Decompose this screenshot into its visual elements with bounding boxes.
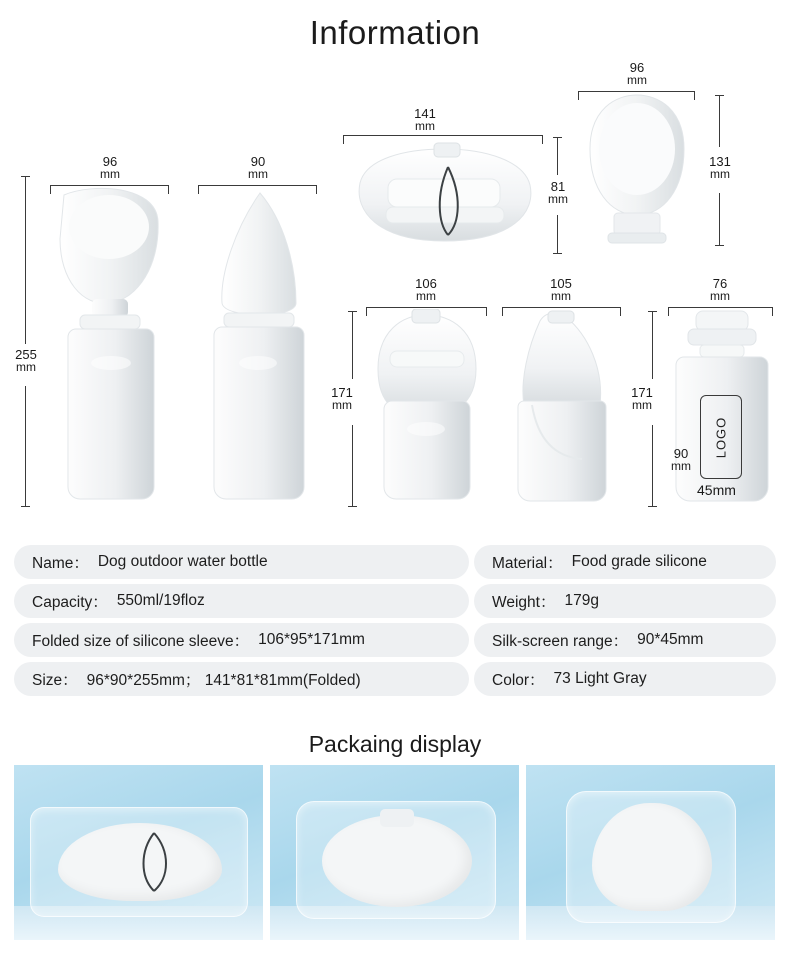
table-row [14, 662, 776, 696]
bracket-folded-width [343, 135, 542, 136]
dim-unit-print-area-height: mm [671, 459, 691, 473]
spec-value-capacity: 550ml/19floz [116, 592, 205, 609]
dim-label-sleeve-side-width [531, 277, 591, 303]
spec-key-capacity: Capacity： [32, 594, 108, 611]
dim-label-folded-width [395, 107, 455, 133]
spec-key-folded-size: Folded size of silicone sleeve： [32, 633, 250, 650]
packaging-photo-3 [526, 765, 775, 940]
bracket-bowl-height-lower [719, 193, 720, 245]
tick-front-height-bottom [21, 506, 30, 507]
spec-key-color: Color： [492, 672, 545, 689]
dim-value-sleeve-width: 106 [415, 276, 437, 291]
dim-value-sleeve-height: 171 [331, 385, 353, 400]
tick-sleeve-height-bottom [348, 506, 357, 507]
bracket-front-height-lower [25, 386, 26, 506]
product-bowl-view [580, 93, 694, 248]
spec-cell-silkscreen [474, 623, 776, 657]
spec-cell-color [474, 662, 776, 696]
spec-key-silkscreen: Silk-screen range： [492, 633, 629, 650]
tick-bottle-height-top [648, 311, 657, 312]
dim-value-bowl-top-width: 96 [629, 60, 645, 75]
tick-sleeve-height-top [348, 311, 357, 312]
dim-value-print-area-height: 90 [673, 446, 689, 461]
table-row [14, 545, 776, 579]
dim-unit-sleeve-height: mm [332, 398, 352, 412]
packaging-photo-1 [14, 765, 263, 940]
bracket-sleeve-width [366, 307, 486, 308]
bracket-bowl-top-width [578, 91, 694, 92]
tick-sleeve-side-right [620, 307, 621, 316]
spec-value-size: 96*90*255mm； 141*81*81mm(Folded) [86, 672, 361, 689]
tick-bottle-height-bottom [648, 506, 657, 507]
photo-1-strap-icon [132, 831, 178, 895]
bracket-bottle-height-upper [652, 311, 653, 379]
tick-sleeve-width-right [486, 307, 487, 316]
page-title: Information [309, 14, 481, 51]
tick-sleeve-width-left [366, 307, 367, 316]
dim-value-folded-height: 81 [550, 179, 566, 194]
dim-value-print-width: 76 [712, 276, 728, 291]
spec-cell-size [14, 662, 469, 696]
spec-value-silkscreen: 90*45mm [637, 631, 704, 648]
photo-2-product [322, 815, 472, 907]
dim-label-print-area-width [697, 482, 736, 498]
tick-sleeve-side-left [502, 307, 503, 316]
dim-unit-folded-height: mm [548, 192, 568, 206]
dim-value-bowl-height: 131 [709, 154, 731, 169]
table-row [14, 584, 776, 618]
dim-value-sleeve-side-width: 105 [550, 276, 572, 291]
bracket-bowl-height-upper [719, 95, 720, 147]
dim-label-bowl-top-width [607, 61, 667, 87]
dim-unit-sleeve-width: mm [416, 289, 436, 303]
dim-label-bowl-height [700, 155, 740, 181]
tick-print-width-left [668, 307, 669, 316]
spec-cell-material [474, 545, 776, 579]
packaging-photo-gallery [14, 765, 776, 940]
bracket-sleeve-height-lower [352, 425, 353, 506]
dim-unit-print-width: mm [710, 289, 730, 303]
dim-label-print-area-height [664, 447, 698, 473]
dim-value-side-width: 90 [250, 154, 266, 169]
photo-3-product [592, 803, 712, 911]
tick-front-height-top [21, 176, 30, 177]
dim-unit-front-width: mm [100, 167, 120, 181]
dim-unit-front-height: mm [16, 360, 36, 374]
dim-unit-side-width: mm [248, 167, 268, 181]
bracket-folded-height-upper [557, 137, 558, 175]
dim-label-front-width [80, 155, 140, 181]
bracket-folded-height-lower [557, 215, 558, 253]
spec-cell-folded-size [14, 623, 469, 657]
dim-value-front-height: 255 [15, 347, 37, 362]
product-print-area-view [670, 309, 774, 507]
product-front-view [52, 187, 170, 507]
tick-side-width-left [198, 185, 199, 194]
bracket-print-width [668, 307, 772, 308]
tick-bowl-width-left [578, 91, 579, 100]
product-folded-view [344, 137, 542, 255]
spec-cell-name [14, 545, 469, 579]
print-area-box [700, 395, 742, 479]
spec-key-material: Material： [492, 555, 563, 572]
bracket-bottle-height-lower [652, 425, 653, 506]
dim-value-print-area-width: 45mm [697, 482, 736, 498]
spec-key-name: Name： [32, 555, 89, 572]
tick-folded-width-right [542, 135, 543, 144]
dim-label-side-width [228, 155, 288, 181]
bracket-front-height-upper [25, 176, 26, 344]
dim-unit-folded-width: mm [415, 119, 435, 133]
logo-placeholder-text: LOGO [713, 416, 729, 458]
product-side-view [200, 187, 318, 507]
tick-folded-height-top [553, 137, 562, 138]
dim-label-front-height [6, 348, 46, 374]
spec-value-name: Dog outdoor water bottle [97, 553, 268, 570]
tick-bowl-width-right [694, 91, 695, 100]
dim-unit-sleeve-side-width: mm [551, 289, 571, 303]
tick-folded-height-bottom [553, 253, 562, 254]
dim-unit-bottle-height: mm [632, 398, 652, 412]
dim-label-folded-height [538, 180, 578, 206]
dim-value-bottle-height: 171 [631, 385, 653, 400]
spec-key-weight: Weight： [492, 594, 556, 611]
tick-bowl-height-top [715, 95, 724, 96]
spec-cell-capacity [14, 584, 469, 618]
product-sleeve-front-view [368, 309, 486, 507]
packaging-photo-2 [270, 765, 519, 940]
dim-value-folded-width: 141 [414, 106, 436, 121]
table-row [14, 623, 776, 657]
product-sleeve-side-view [504, 309, 620, 507]
spec-value-color: 73 Light Gray [553, 670, 647, 687]
bracket-sleeve-side-width [502, 307, 620, 308]
bracket-side-width [198, 185, 316, 186]
dim-label-print-width [690, 277, 750, 303]
dim-value-front-width: 96 [102, 154, 118, 169]
dim-label-sleeve-height [322, 386, 362, 412]
photo-2-cap [380, 809, 414, 827]
spec-value-weight: 179g [564, 592, 599, 609]
spec-cell-weight [474, 584, 776, 618]
packaging-title: Packaing display [308, 731, 482, 757]
bracket-front-width [50, 185, 168, 186]
dim-unit-bowl-height: mm [710, 167, 730, 181]
tick-front-width-left [50, 185, 51, 194]
spec-key-size: Size： [32, 672, 78, 689]
tick-bowl-height-bottom [715, 245, 724, 246]
spec-value-material: Food grade silicone [571, 553, 707, 570]
spec-table [14, 545, 776, 701]
dim-unit-bowl-top-width: mm [627, 73, 647, 87]
spec-value-folded-size: 106*95*171mm [258, 631, 365, 648]
dim-label-sleeve-width [396, 277, 456, 303]
dimension-diagram [0, 55, 790, 535]
dim-label-bottle-height [622, 386, 662, 412]
bracket-sleeve-height-upper [352, 311, 353, 379]
